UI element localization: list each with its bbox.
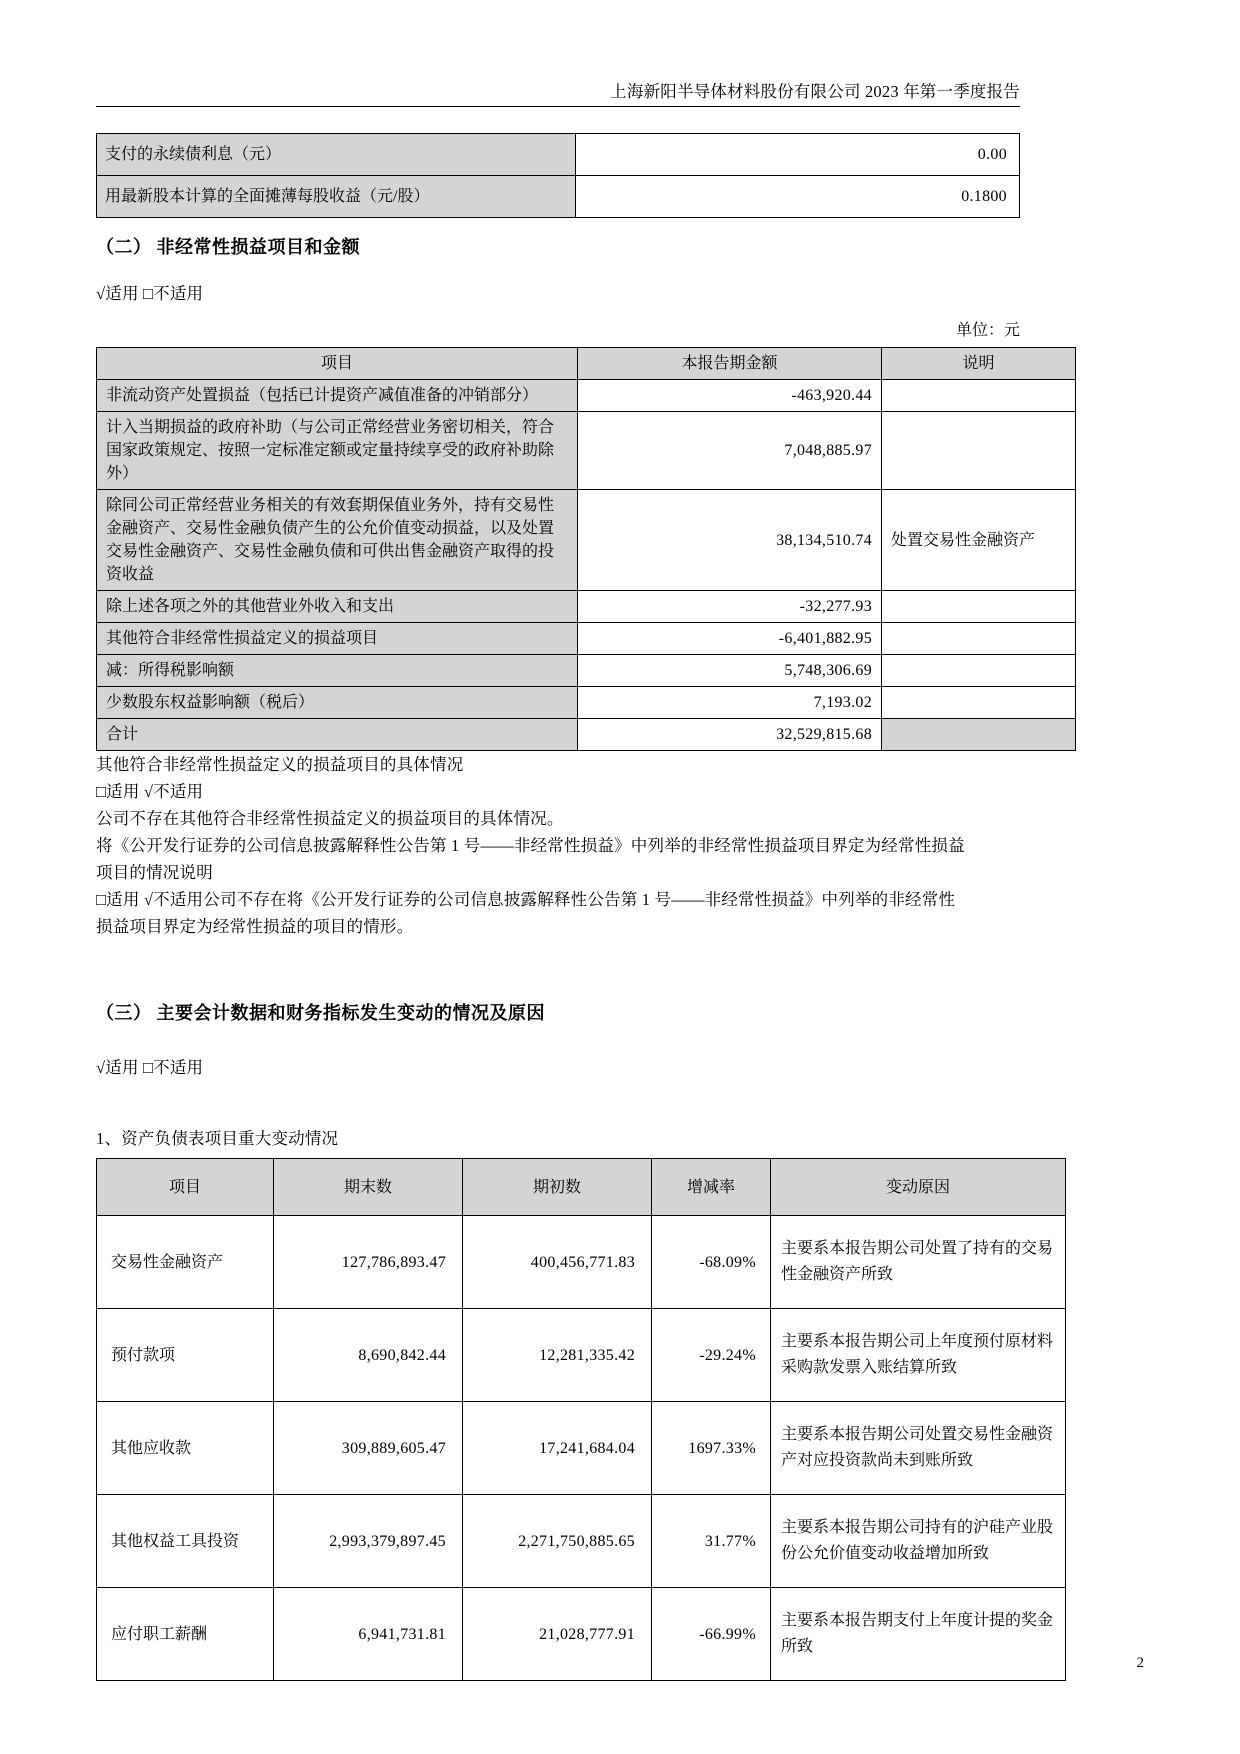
page-content xyxy=(96,0,1054,1681)
cell-reason: 主要系本报告期公司处置了持有的交易性金融资产所致 xyxy=(771,1216,1066,1309)
cell-item: 应付职工薪酬 xyxy=(97,1588,274,1681)
cell-item: 其他应收款 xyxy=(97,1402,274,1495)
table-row xyxy=(97,655,1076,687)
cell-note xyxy=(882,623,1076,655)
cell-end-balance: 309,889,605.47 xyxy=(274,1402,463,1495)
cell-begin-balance: 17,241,684.04 xyxy=(463,1402,652,1495)
after-table-line-2: □适用 √不适用 xyxy=(96,782,204,801)
cell-change-rate: -68.09% xyxy=(652,1216,771,1309)
table-row xyxy=(97,1309,1066,1402)
table-row xyxy=(97,1588,1066,1681)
table-row xyxy=(97,490,1076,591)
cell-item: 除上述各项之外的其他营业外收入和支出 xyxy=(97,591,578,623)
after-table-line-6: □适用 √不适用公司不存在将《公开发行证券的公司信息披露解释性公告第 1 号——非经常性损益》中列举的非经常性 xyxy=(96,890,956,909)
col-header-change-rate: 增减率 xyxy=(652,1159,771,1216)
section-three-subheading: 1、资产负债表项目重大变动情况 xyxy=(96,1129,339,1148)
running-title: 上海新阳半导体材料股份有限公司 2023 年第一季度报告 xyxy=(610,82,1020,101)
cell-change-rate: 31.77% xyxy=(652,1495,771,1588)
cell-amount: 5,748,306.69 xyxy=(578,655,882,687)
top-continuation-table xyxy=(96,133,1020,218)
cell-amount: -32,277.93 xyxy=(578,591,882,623)
table-header-row xyxy=(97,348,1076,380)
col-header-begin-balance: 期初数 xyxy=(463,1159,652,1216)
cell-note xyxy=(882,380,1076,412)
row-value: 0.00 xyxy=(576,134,1020,176)
table-row xyxy=(97,687,1076,719)
cell-reason: 主要系本报告期支付上年度计提的奖金所致 xyxy=(771,1588,1066,1681)
after-table-line-3: 公司不存在其他符合非经常性损益定义的损益项目的具体情况。 xyxy=(96,809,564,828)
section-three-applicability: √适用 □不适用 xyxy=(96,1058,204,1077)
row-label: 用最新股本计算的全面摊薄每股收益（元/股） xyxy=(97,176,576,218)
cell-item: 非流动资产处置损益（包括已计提资产减值准备的冲销部分） xyxy=(97,380,578,412)
header-rule xyxy=(96,106,1020,107)
cell-item: 除同公司正常经营业务相关的有效套期保值业务外，持有交易性金融资产、交易性金融负债产生的公允价值变动损益，以及处置交易性金融资产、交易性金融负债和可供出售金融资产取得的投资收益 xyxy=(97,490,578,591)
table-row xyxy=(97,1495,1066,1588)
cell-amount: 7,193.02 xyxy=(578,687,882,719)
section-two-heading: （二） 非经常性损益项目和金额 xyxy=(96,237,360,257)
cell-amount: 32,529,815.68 xyxy=(578,719,882,751)
cell-item: 其他符合非经常性损益定义的损益项目 xyxy=(97,623,578,655)
cell-begin-balance: 21,028,777.91 xyxy=(463,1588,652,1681)
cell-item: 预付款项 xyxy=(97,1309,274,1402)
unit-label: 单位：元 xyxy=(955,322,1020,339)
after-table-line-4: 将《公开发行证券的公司信息披露解释性公告第 1 号——非经常性损益》中列举的非经常性损益项目界定为经常性损益 xyxy=(96,836,965,855)
after-table-line-7: 损益项目界定为经常性损益的项目的情形。 xyxy=(96,917,414,936)
cell-end-balance: 127,786,893.47 xyxy=(274,1216,463,1309)
after-table-line-5: 项目的情况说明 xyxy=(96,863,213,882)
after-table-line-1: 其他符合非经常性损益定义的损益项目的具体情况 xyxy=(96,755,464,774)
cell-amount: -463,920.44 xyxy=(578,380,882,412)
cell-end-balance: 6,941,731.81 xyxy=(274,1588,463,1681)
table-row xyxy=(97,623,1076,655)
cell-note xyxy=(882,591,1076,623)
page-header xyxy=(96,0,1020,102)
cell-item: 交易性金融资产 xyxy=(97,1216,274,1309)
col-header-item: 项目 xyxy=(97,348,578,380)
table-header-row xyxy=(97,1159,1066,1216)
balance-sheet-changes-table xyxy=(96,1158,1066,1681)
cell-note xyxy=(882,719,1076,751)
table-row xyxy=(97,176,1020,218)
cell-begin-balance: 2,271,750,885.65 xyxy=(463,1495,652,1588)
table-row xyxy=(97,380,1076,412)
cell-item: 减：所得税影响额 xyxy=(97,655,578,687)
page-number: 2 xyxy=(1136,1655,1144,1671)
cell-amount: 38,134,510.74 xyxy=(578,490,882,591)
cell-amount: -6,401,882.95 xyxy=(578,623,882,655)
table-row xyxy=(97,134,1020,176)
cell-change-rate: 1697.33% xyxy=(652,1402,771,1495)
cell-note xyxy=(882,687,1076,719)
cell-note xyxy=(882,655,1076,687)
cell-amount: 7,048,885.97 xyxy=(578,412,882,490)
cell-reason: 主要系本报告期公司处置交易性金融资产对应投资款尚未到账所致 xyxy=(771,1402,1066,1495)
non-recurring-items-table xyxy=(96,347,1076,751)
cell-item: 合计 xyxy=(97,719,578,751)
cell-note: 处置交易性金融资产 xyxy=(882,490,1076,591)
table-row xyxy=(97,591,1076,623)
cell-end-balance: 8,690,842.44 xyxy=(274,1309,463,1402)
row-label: 支付的永续债利息（元） xyxy=(97,134,576,176)
table-row xyxy=(97,412,1076,490)
cell-note xyxy=(882,412,1076,490)
section-two-applicability: √适用 □不适用 xyxy=(96,284,204,303)
cell-end-balance: 2,993,379,897.45 xyxy=(274,1495,463,1588)
table-row xyxy=(97,1402,1066,1495)
section-three-heading: （三） 主要会计数据和财务指标发生变动的情况及原因 xyxy=(96,1003,545,1023)
col-header-reason: 变动原因 xyxy=(771,1159,1066,1216)
cell-change-rate: -29.24% xyxy=(652,1309,771,1402)
col-header-note: 说明 xyxy=(882,348,1076,380)
col-header-amount: 本报告期金额 xyxy=(578,348,882,380)
row-value: 0.1800 xyxy=(576,176,1020,218)
cell-item: 少数股东权益影响额（税后） xyxy=(97,687,578,719)
table-row xyxy=(97,1216,1066,1309)
cell-item: 其他权益工具投资 xyxy=(97,1495,274,1588)
cell-begin-balance: 400,456,771.83 xyxy=(463,1216,652,1309)
table-row-total xyxy=(97,719,1076,751)
cell-reason: 主要系本报告期公司上年度预付原材料采购款发票入账结算所致 xyxy=(771,1309,1066,1402)
cell-reason: 主要系本报告期公司持有的沪硅产业股份公允价值变动收益增加所致 xyxy=(771,1495,1066,1588)
cell-item: 计入当期损益的政府补助（与公司正常经营业务密切相关，符合国家政策规定、按照一定标准定额或定量持续享受的政府补助除外） xyxy=(97,412,578,490)
cell-begin-balance: 12,281,335.42 xyxy=(463,1309,652,1402)
col-header-item: 项目 xyxy=(97,1159,274,1216)
col-header-end-balance: 期末数 xyxy=(274,1159,463,1216)
cell-change-rate: -66.99% xyxy=(652,1588,771,1681)
